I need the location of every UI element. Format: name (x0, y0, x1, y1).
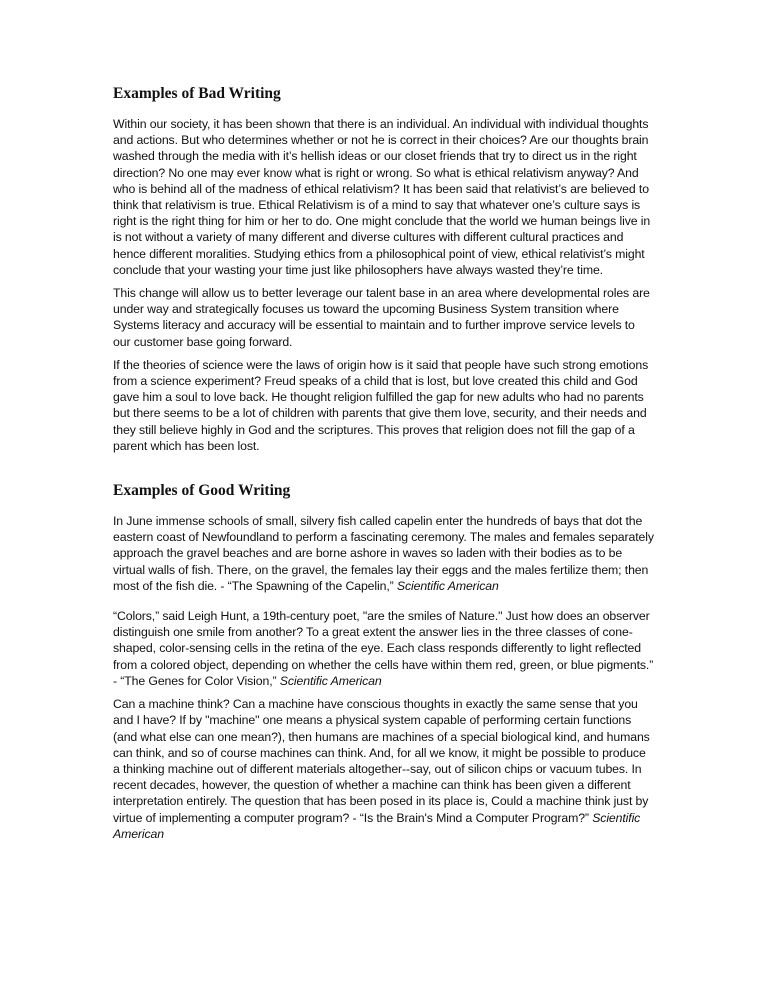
bad-writing-heading: Examples of Bad Writing (113, 85, 281, 102)
good-example-1-text: In June immense schools of small, silvery fish called capelin enter the hundreds of bays that dot the eastern coast of Newfoundland to perform a fascinating ceremony. The males and females separately approach the gravel beaches and are borne ashore in waves so laden with their bodies as to be virtual walls of fish. There, on the gravel, the females lay their eggs and the males fertilize them; then most of the fish die. - “The Spawning of the Capelin,” (113, 514, 654, 593)
good-example-1 (113, 513, 655, 594)
good-example-3-source: Scientific American (113, 810, 641, 841)
bad-example-1: Within our society, it has been shown that there is an individual. An individual with individual thoughts and actions. But who determines whether or not he is correct in their choices? Are our thoughts brain washed through the media with it’s hellish ideas or our closet friends that try to direct us in the right direction? No one may ever know what is right or wrong. So what is ethical relativism anyway? And who is behind all of the madness of ethical relativism? It has been said that relativist’s are believed to think that relativism is true. Ethical Relativism is of a mind to say that whatever one’s culture says is right is the right thing for him or her to do. One might conclude that the world we human beings live in is not without a variety of many different and diverse cultures with different cultural practices and hence different moralities. Studying ethics from a philosophical point of view, ethical relativist’s might conclude that your wasting your time just like philosophers have always wasted they’re time. (113, 117, 651, 277)
good-example-3-text: Can a machine think? Can a machine have conscious thoughts in exactly the same sense that you and I have? If by "machine" one means a physical system capable of performing certain functions (and what else can one mean?), then humans are machines of a special biological kind, and humans can think, and so of course machines can think. And, for all we know, it might be possible to produce a thinking machine out of different materials altogether--say, out of silicon chips or vacuum tubes. In recent decades, however, the question of whether a machine can think has been given a different interpretation entirely. The question that has been posed in its place is, Could a machine think just by virtue of implementing a computer program? - “Is the Brain's Mind a Computer Program?” (113, 697, 650, 825)
bad-example-2: This change will allow us to better leverage our talent base in an area where developmental roles are under way and strategically focuses us toward the upcoming Business System transition where Systems literacy and accuracy will be essential to maintain and to further improve service levels to our customer base going forward. (113, 286, 650, 349)
good-writing-heading: Examples of Good Writing (113, 482, 291, 500)
bad-example-3: If the theories of science were the laws of origin how is it said that people have such strong emotions from a science experiment? Freud speaks of a child that is lost, but love created this child and God gave him a soul to love back. He thought religion fulfilled the gap for new adults who had no parents but there seems to be a lot of children with parents that give them love, security, and their needs and they still believe highly in God and the scriptures. This proves that religion does not fill the gap of a parent which has been lost. (113, 357, 649, 453)
document-page (113, 84, 655, 849)
good-example-2 (113, 608, 655, 689)
good-example-3 (113, 696, 655, 842)
good-example-2-text: “Colors,” said Leigh Hunt, a 19th-century poet, "are the smiles of Nature." Just how does an observer distinguish one smile from another? To a great extent the answer lies in the three classes of cone-shaped, color-sensing cells in the retina of the eye. Each class responds differently to light reflected from a colored object, depending on whether the cells have within them red, green, or blue pigments.” - “The Genes for Color Vision,” (113, 609, 654, 688)
good-example-2-source: Scientific American (279, 673, 382, 688)
good-example-1-source: Scientific American (396, 578, 499, 593)
